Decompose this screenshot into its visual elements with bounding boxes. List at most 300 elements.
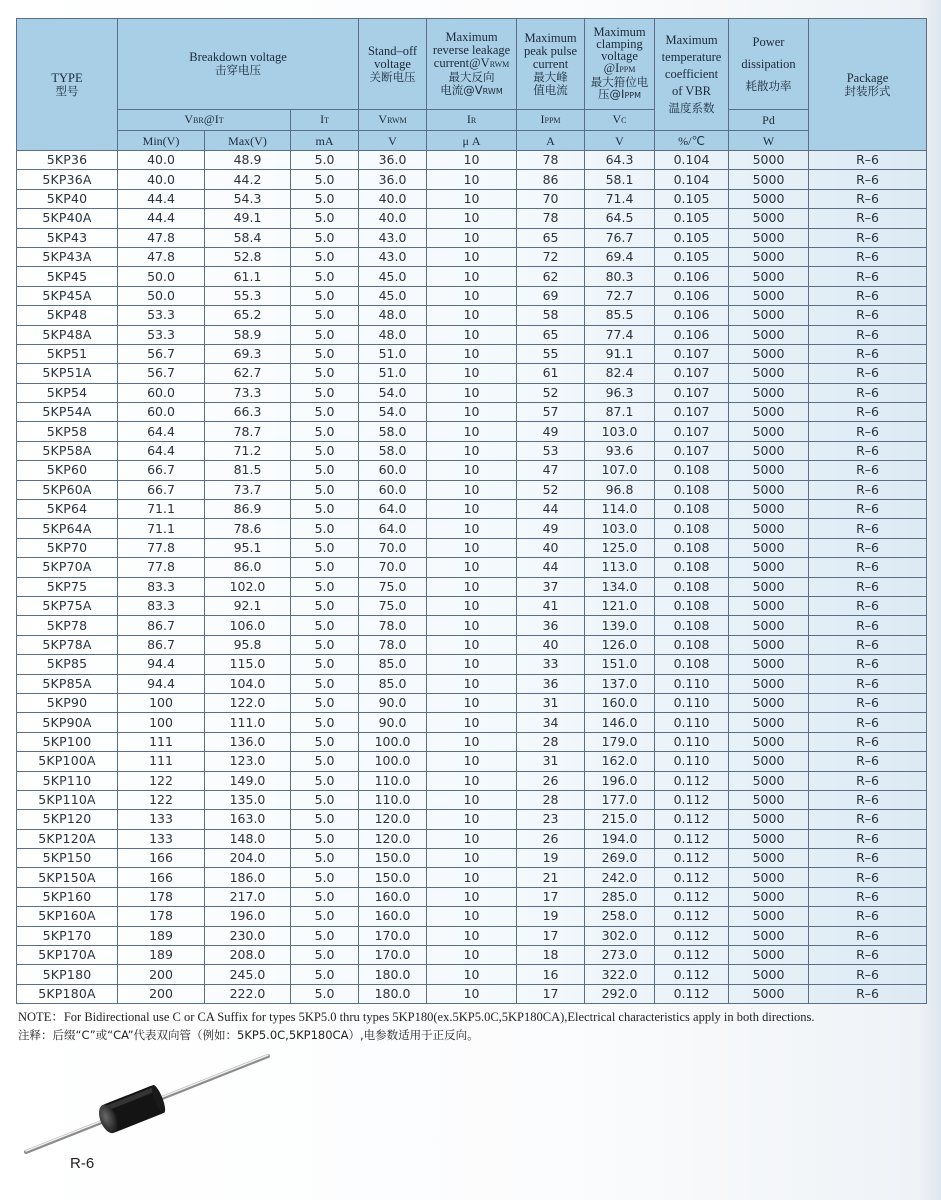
cell-max-v: 230.0 xyxy=(205,926,291,945)
cell-ir: 10 xyxy=(427,383,517,402)
cell-type: 5KP51 xyxy=(17,344,118,363)
cell-it: 5.0 xyxy=(291,383,359,402)
cell-it: 5.0 xyxy=(291,713,359,732)
cell-temp-coef: 0.110 xyxy=(655,732,729,751)
cell-it: 5.0 xyxy=(291,151,359,170)
cell-package: R–6 xyxy=(809,713,927,732)
cell-it: 5.0 xyxy=(291,616,359,635)
cell-vrwm: 70.0 xyxy=(359,538,427,557)
cell-ir: 10 xyxy=(427,519,517,538)
cell-ir: 10 xyxy=(427,247,517,266)
table-row xyxy=(17,558,927,577)
cell-it: 5.0 xyxy=(291,984,359,1003)
table-row xyxy=(17,771,927,790)
cell-temp-coef: 0.112 xyxy=(655,771,729,790)
cell-pd: 5000 xyxy=(729,887,809,906)
cell-type: 5KP70 xyxy=(17,538,118,557)
cell-type: 5KP120A xyxy=(17,829,118,848)
cell-type: 5KP40 xyxy=(17,189,118,208)
cell-vrwm: 78.0 xyxy=(359,616,427,635)
cell-ir: 10 xyxy=(427,907,517,926)
cell-min-v: 166 xyxy=(118,868,205,887)
cell-min-v: 133 xyxy=(118,810,205,829)
cell-temp-coef: 0.110 xyxy=(655,674,729,693)
cell-ippm: 53 xyxy=(517,441,585,460)
table-header xyxy=(17,19,927,151)
cell-min-v: 111 xyxy=(118,732,205,751)
cell-min-v: 56.7 xyxy=(118,344,205,363)
cell-vrwm: 170.0 xyxy=(359,946,427,965)
cell-ippm: 61 xyxy=(517,364,585,383)
cell-min-v: 60.0 xyxy=(118,403,205,422)
cell-min-v: 53.3 xyxy=(118,325,205,344)
cell-ippm: 49 xyxy=(517,422,585,441)
cell-min-v: 64.4 xyxy=(118,422,205,441)
cell-package: R–6 xyxy=(809,247,927,266)
cell-max-v: 245.0 xyxy=(205,965,291,984)
cell-ippm: 70 xyxy=(517,189,585,208)
table-row xyxy=(17,984,927,1003)
cell-vrwm: 75.0 xyxy=(359,577,427,596)
cell-ir: 10 xyxy=(427,228,517,247)
table-row xyxy=(17,596,927,615)
cell-it: 5.0 xyxy=(291,267,359,286)
table-row xyxy=(17,344,927,363)
cell-it: 5.0 xyxy=(291,461,359,480)
cell-type: 5KP58 xyxy=(17,422,118,441)
cell-it: 5.0 xyxy=(291,403,359,422)
cell-ippm: 55 xyxy=(517,344,585,363)
cell-ippm: 17 xyxy=(517,984,585,1003)
table-row xyxy=(17,538,927,557)
cell-it: 5.0 xyxy=(291,209,359,228)
cell-ir: 10 xyxy=(427,577,517,596)
cell-vrwm: 180.0 xyxy=(359,965,427,984)
cell-min-v: 100 xyxy=(118,693,205,712)
cell-max-v: 92.1 xyxy=(205,596,291,615)
cell-vrwm: 90.0 xyxy=(359,713,427,732)
cell-vc: 87.1 xyxy=(585,403,655,422)
header-peak-pulse: Maximum peak pulse current 最大峰 值电流 xyxy=(517,19,585,110)
cell-ippm: 19 xyxy=(517,907,585,926)
cell-ippm: 28 xyxy=(517,732,585,751)
cell-package: R–6 xyxy=(809,984,927,1003)
cell-ir: 10 xyxy=(427,616,517,635)
cell-temp-coef: 0.112 xyxy=(655,810,729,829)
cell-vc: 196.0 xyxy=(585,771,655,790)
cell-vrwm: 120.0 xyxy=(359,810,427,829)
cell-ippm: 44 xyxy=(517,500,585,519)
cell-ir: 10 xyxy=(427,209,517,228)
cell-vrwm: 40.0 xyxy=(359,209,427,228)
cell-vrwm: 160.0 xyxy=(359,887,427,906)
cell-vc: 285.0 xyxy=(585,887,655,906)
table-row xyxy=(17,790,927,809)
cell-vc: 96.8 xyxy=(585,480,655,499)
cell-ir: 10 xyxy=(427,364,517,383)
cell-vc: 113.0 xyxy=(585,558,655,577)
cell-temp-coef: 0.108 xyxy=(655,558,729,577)
cell-it: 5.0 xyxy=(291,596,359,615)
table-row xyxy=(17,286,927,305)
cell-ir: 10 xyxy=(427,732,517,751)
cell-max-v: 49.1 xyxy=(205,209,291,228)
cell-vc: 64.3 xyxy=(585,151,655,170)
cell-ir: 10 xyxy=(427,829,517,848)
table-row xyxy=(17,461,927,480)
cell-max-v: 65.2 xyxy=(205,306,291,325)
cell-ippm: 49 xyxy=(517,519,585,538)
cell-ippm: 17 xyxy=(517,926,585,945)
cell-min-v: 71.1 xyxy=(118,519,205,538)
cell-min-v: 83.3 xyxy=(118,596,205,615)
table-row xyxy=(17,383,927,402)
cell-package: R–6 xyxy=(809,674,927,693)
cell-it: 5.0 xyxy=(291,480,359,499)
cell-vrwm: 70.0 xyxy=(359,558,427,577)
cell-ippm: 31 xyxy=(517,693,585,712)
header-standoff: Stand–off voltage 关断电压 xyxy=(359,19,427,110)
table-row xyxy=(17,635,927,654)
cell-ippm: 36 xyxy=(517,616,585,635)
cell-min-v: 200 xyxy=(118,965,205,984)
cell-temp-coef: 0.108 xyxy=(655,577,729,596)
cell-min-v: 83.3 xyxy=(118,577,205,596)
cell-package: R–6 xyxy=(809,383,927,402)
cell-temp-coef: 0.107 xyxy=(655,364,729,383)
cell-ir: 10 xyxy=(427,868,517,887)
cell-temp-coef: 0.110 xyxy=(655,713,729,732)
cell-vrwm: 60.0 xyxy=(359,461,427,480)
cell-package: R–6 xyxy=(809,151,927,170)
cell-min-v: 178 xyxy=(118,887,205,906)
cell-temp-coef: 0.107 xyxy=(655,383,729,402)
cell-it: 5.0 xyxy=(291,344,359,363)
cell-vrwm: 36.0 xyxy=(359,151,427,170)
cell-package: R–6 xyxy=(809,829,927,848)
cell-vc: 103.0 xyxy=(585,519,655,538)
cell-package: R–6 xyxy=(809,946,927,965)
cell-package: R–6 xyxy=(809,461,927,480)
cell-pd: 5000 xyxy=(729,810,809,829)
cell-ippm: 16 xyxy=(517,965,585,984)
cell-it: 5.0 xyxy=(291,926,359,945)
cell-vc: 93.6 xyxy=(585,441,655,460)
cell-it: 5.0 xyxy=(291,674,359,693)
header-vc: VC xyxy=(585,110,655,131)
cell-vc: 269.0 xyxy=(585,849,655,868)
table-row xyxy=(17,228,927,247)
header-type: TYPE 型号 xyxy=(17,19,118,151)
cell-type: 5KP51A xyxy=(17,364,118,383)
header-ir-unit: μ A xyxy=(427,131,517,151)
cell-it: 5.0 xyxy=(291,170,359,189)
table-row xyxy=(17,480,927,499)
cell-ippm: 31 xyxy=(517,752,585,771)
table-row xyxy=(17,810,927,829)
cell-pd: 5000 xyxy=(729,907,809,926)
cell-pd: 5000 xyxy=(729,422,809,441)
cell-vrwm: 48.0 xyxy=(359,325,427,344)
package-label: R-6 xyxy=(70,1155,95,1172)
cell-min-v: 60.0 xyxy=(118,383,205,402)
cell-min-v: 66.7 xyxy=(118,461,205,480)
cell-type: 5KP150 xyxy=(17,849,118,868)
cell-min-v: 47.8 xyxy=(118,228,205,247)
cell-temp-coef: 0.112 xyxy=(655,984,729,1003)
cell-type: 5KP45 xyxy=(17,267,118,286)
cell-vrwm: 85.0 xyxy=(359,674,427,693)
cell-pd: 5000 xyxy=(729,228,809,247)
cell-temp-coef: 0.105 xyxy=(655,189,729,208)
cell-pd: 5000 xyxy=(729,189,809,208)
cell-vrwm: 85.0 xyxy=(359,655,427,674)
cell-pd: 5000 xyxy=(729,383,809,402)
cell-max-v: 204.0 xyxy=(205,849,291,868)
header-pd-unit: W xyxy=(729,131,809,151)
cell-it: 5.0 xyxy=(291,228,359,247)
header-vrwm: VRWM xyxy=(359,110,427,131)
cell-type: 5KP120 xyxy=(17,810,118,829)
cell-max-v: 78.7 xyxy=(205,422,291,441)
table-row xyxy=(17,965,927,984)
cell-type: 5KP100A xyxy=(17,752,118,771)
cell-vrwm: 110.0 xyxy=(359,771,427,790)
table-row xyxy=(17,732,927,751)
cell-pd: 5000 xyxy=(729,655,809,674)
cell-pd: 5000 xyxy=(729,364,809,383)
cell-ir: 10 xyxy=(427,441,517,460)
header-ippm-unit: A xyxy=(517,131,585,151)
cell-max-v: 104.0 xyxy=(205,674,291,693)
cell-package: R–6 xyxy=(809,519,927,538)
cell-type: 5KP60A xyxy=(17,480,118,499)
cell-vc: 126.0 xyxy=(585,635,655,654)
cell-vc: 121.0 xyxy=(585,596,655,615)
table-row xyxy=(17,849,927,868)
cell-it: 5.0 xyxy=(291,868,359,887)
cell-min-v: 77.8 xyxy=(118,558,205,577)
cell-pd: 5000 xyxy=(729,596,809,615)
cell-temp-coef: 0.108 xyxy=(655,519,729,538)
cell-pd: 5000 xyxy=(729,829,809,848)
cell-vrwm: 64.0 xyxy=(359,519,427,538)
cell-max-v: 106.0 xyxy=(205,616,291,635)
cell-ippm: 40 xyxy=(517,538,585,557)
cell-ir: 10 xyxy=(427,926,517,945)
cell-pd: 5000 xyxy=(729,732,809,751)
header-it: IT xyxy=(291,110,359,131)
cell-max-v: 58.4 xyxy=(205,228,291,247)
cell-ippm: 65 xyxy=(517,228,585,247)
cell-temp-coef: 0.105 xyxy=(655,228,729,247)
cell-vc: 71.4 xyxy=(585,189,655,208)
cell-type: 5KP110A xyxy=(17,790,118,809)
cell-ippm: 62 xyxy=(517,267,585,286)
cell-package: R–6 xyxy=(809,422,927,441)
cell-max-v: 95.8 xyxy=(205,635,291,654)
table-row xyxy=(17,170,927,189)
cell-vrwm: 58.0 xyxy=(359,441,427,460)
cell-package: R–6 xyxy=(809,887,927,906)
cell-pd: 5000 xyxy=(729,480,809,499)
header-vrwm-unit: V xyxy=(359,131,427,151)
cell-package: R–6 xyxy=(809,810,927,829)
cell-min-v: 94.4 xyxy=(118,655,205,674)
table-row xyxy=(17,829,927,848)
cell-it: 5.0 xyxy=(291,325,359,344)
cell-temp-coef: 0.108 xyxy=(655,461,729,480)
cell-type: 5KP170A xyxy=(17,946,118,965)
cell-ippm: 52 xyxy=(517,480,585,499)
cell-temp-coef: 0.105 xyxy=(655,209,729,228)
table-row xyxy=(17,519,927,538)
table-row xyxy=(17,674,927,693)
cell-vc: 160.0 xyxy=(585,693,655,712)
cell-max-v: 73.3 xyxy=(205,383,291,402)
cell-min-v: 189 xyxy=(118,946,205,965)
cell-type: 5KP110 xyxy=(17,771,118,790)
cell-temp-coef: 0.112 xyxy=(655,790,729,809)
cell-max-v: 52.8 xyxy=(205,247,291,266)
cell-package: R–6 xyxy=(809,364,927,383)
cell-temp-coef: 0.112 xyxy=(655,926,729,945)
cell-it: 5.0 xyxy=(291,286,359,305)
cell-type: 5KP54 xyxy=(17,383,118,402)
cell-vc: 177.0 xyxy=(585,790,655,809)
cell-type: 5KP43 xyxy=(17,228,118,247)
cell-package: R–6 xyxy=(809,732,927,751)
cell-ippm: 33 xyxy=(517,655,585,674)
cell-min-v: 178 xyxy=(118,907,205,926)
cell-it: 5.0 xyxy=(291,306,359,325)
cell-min-v: 189 xyxy=(118,926,205,945)
cell-min-v: 64.4 xyxy=(118,441,205,460)
cell-it: 5.0 xyxy=(291,810,359,829)
cell-ippm: 78 xyxy=(517,151,585,170)
cell-max-v: 55.3 xyxy=(205,286,291,305)
cell-pd: 5000 xyxy=(729,500,809,519)
cell-package: R–6 xyxy=(809,868,927,887)
cell-max-v: 148.0 xyxy=(205,829,291,848)
cell-temp-coef: 0.107 xyxy=(655,344,729,363)
cell-max-v: 58.9 xyxy=(205,325,291,344)
cell-package: R–6 xyxy=(809,306,927,325)
cell-ir: 10 xyxy=(427,538,517,557)
cell-ippm: 40 xyxy=(517,635,585,654)
header-min: Min(V) xyxy=(118,131,205,151)
table-row xyxy=(17,403,927,422)
cell-max-v: 95.1 xyxy=(205,538,291,557)
cell-vrwm: 100.0 xyxy=(359,732,427,751)
cell-it: 5.0 xyxy=(291,519,359,538)
cell-package: R–6 xyxy=(809,344,927,363)
cell-ir: 10 xyxy=(427,849,517,868)
cell-ir: 10 xyxy=(427,422,517,441)
header-power: Power dissipation 耗散功率 xyxy=(729,19,809,110)
cell-it: 5.0 xyxy=(291,558,359,577)
cell-vc: 146.0 xyxy=(585,713,655,732)
cell-pd: 5000 xyxy=(729,752,809,771)
cell-package: R–6 xyxy=(809,558,927,577)
cell-it: 5.0 xyxy=(291,538,359,557)
table-row xyxy=(17,209,927,228)
cell-pd: 5000 xyxy=(729,713,809,732)
cell-temp-coef: 0.108 xyxy=(655,596,729,615)
cell-temp-coef: 0.108 xyxy=(655,616,729,635)
cell-max-v: 86.0 xyxy=(205,558,291,577)
cell-it: 5.0 xyxy=(291,364,359,383)
cell-it: 5.0 xyxy=(291,887,359,906)
cell-temp-coef: 0.112 xyxy=(655,829,729,848)
cell-vrwm: 43.0 xyxy=(359,247,427,266)
cell-vrwm: 120.0 xyxy=(359,829,427,848)
cell-pd: 5000 xyxy=(729,247,809,266)
cell-max-v: 73.7 xyxy=(205,480,291,499)
cell-max-v: 196.0 xyxy=(205,907,291,926)
cell-type: 5KP64 xyxy=(17,500,118,519)
cell-ir: 10 xyxy=(427,984,517,1003)
cell-vc: 322.0 xyxy=(585,965,655,984)
cell-vrwm: 54.0 xyxy=(359,403,427,422)
cell-temp-coef: 0.106 xyxy=(655,306,729,325)
cell-temp-coef: 0.104 xyxy=(655,151,729,170)
cell-ippm: 26 xyxy=(517,771,585,790)
cell-max-v: 217.0 xyxy=(205,887,291,906)
table-row xyxy=(17,907,927,926)
cell-min-v: 71.1 xyxy=(118,500,205,519)
cell-pd: 5000 xyxy=(729,151,809,170)
cell-min-v: 200 xyxy=(118,984,205,1003)
cell-package: R–6 xyxy=(809,752,927,771)
cell-ippm: 78 xyxy=(517,209,585,228)
cell-max-v: 136.0 xyxy=(205,732,291,751)
cell-it: 5.0 xyxy=(291,635,359,654)
header-ippm: IPPM xyxy=(517,110,585,131)
table-row xyxy=(17,655,927,674)
cell-package: R–6 xyxy=(809,577,927,596)
note-english: NOTE：For Bidirectional use C or CA Suffix for types 5KP5.0 thru types 5KP180(ex.5KP5.0C,5KP180CA),Electrical characteristics apply in both directions. xyxy=(18,1010,815,1024)
cell-pd: 5000 xyxy=(729,267,809,286)
cell-package: R–6 xyxy=(809,170,927,189)
cell-max-v: 86.9 xyxy=(205,500,291,519)
cell-it: 5.0 xyxy=(291,441,359,460)
cell-vc: 137.0 xyxy=(585,674,655,693)
cell-it: 5.0 xyxy=(291,422,359,441)
header-pd: Pd xyxy=(729,110,809,131)
cell-max-v: 78.6 xyxy=(205,519,291,538)
cell-vrwm: 45.0 xyxy=(359,267,427,286)
cell-temp-coef: 0.106 xyxy=(655,267,729,286)
cell-ippm: 57 xyxy=(517,403,585,422)
cell-type: 5KP85A xyxy=(17,674,118,693)
cell-max-v: 54.3 xyxy=(205,189,291,208)
cell-type: 5KP45A xyxy=(17,286,118,305)
cell-package: R–6 xyxy=(809,790,927,809)
table-body xyxy=(17,151,927,1004)
cell-vc: 85.5 xyxy=(585,306,655,325)
cell-vrwm: 36.0 xyxy=(359,170,427,189)
cell-min-v: 166 xyxy=(118,849,205,868)
cell-min-v: 111 xyxy=(118,752,205,771)
cell-vc: 69.4 xyxy=(585,247,655,266)
cell-temp-coef: 0.108 xyxy=(655,635,729,654)
cell-pd: 5000 xyxy=(729,577,809,596)
cell-vc: 107.0 xyxy=(585,461,655,480)
cell-pd: 5000 xyxy=(729,519,809,538)
table-row xyxy=(17,267,927,286)
cell-package: R–6 xyxy=(809,693,927,712)
